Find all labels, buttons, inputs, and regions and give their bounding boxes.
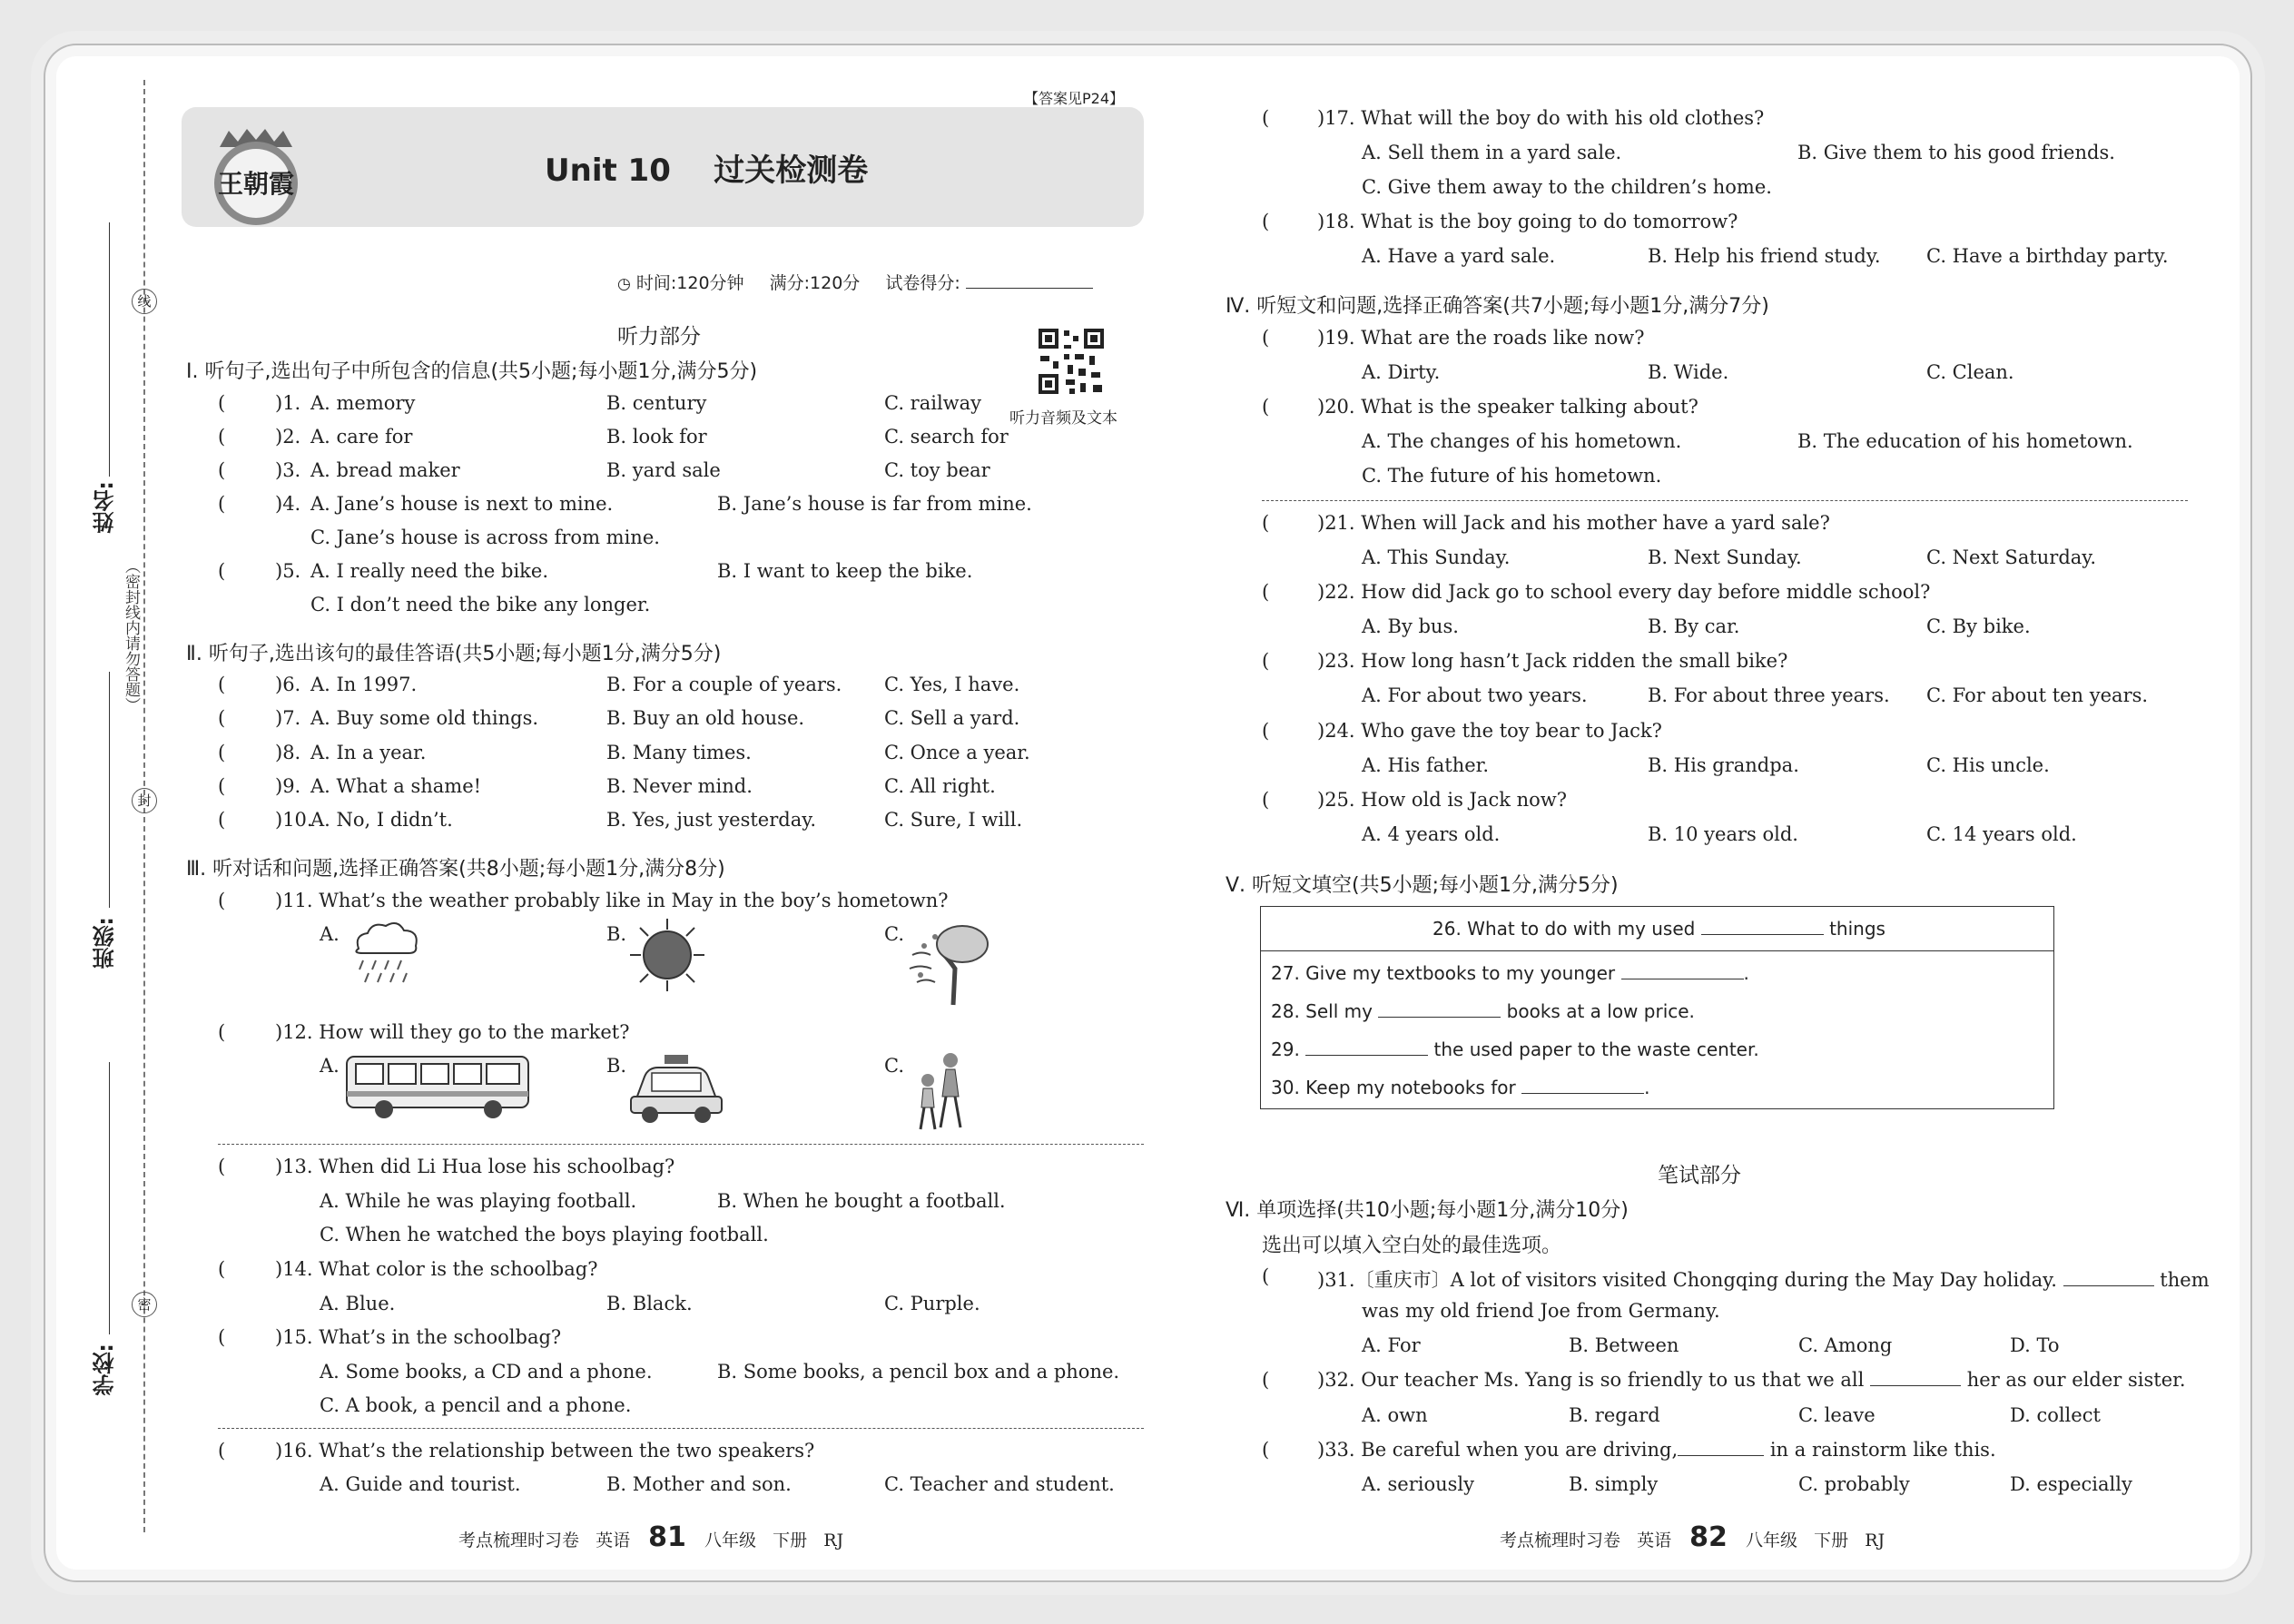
written-header: 笔试部分 — [1658, 1164, 1741, 1187]
answer-bracket[interactable]: ( — [1262, 327, 1270, 349]
question-text — [1317, 1439, 1996, 1461]
answer-bracket[interactable]: ( — [1262, 396, 1270, 418]
fill-row-29 — [1271, 1038, 1759, 1060]
option-c: C. Purple. — [884, 1293, 980, 1314]
page-number: 82 — [1689, 1521, 1728, 1553]
option-a: A. No, I didn’t. — [310, 809, 453, 831]
answer-bracket[interactable]: ( — [218, 1156, 226, 1177]
sun-icon — [626, 917, 708, 994]
option-c: C. A book, a pencil and a phone. — [320, 1394, 632, 1416]
option-b: B. Help his friend study. — [1648, 245, 1881, 267]
option-c: C. Give them away to the children’s home. — [1362, 176, 1772, 198]
name-field[interactable] — [109, 222, 110, 477]
option-c: C. For about ten years. — [1926, 684, 2149, 706]
page-title: Unit 10 过关检测卷 — [545, 153, 869, 189]
question-text: )15. What’s in the schoolbag? — [275, 1326, 562, 1348]
option-b: B. regard — [1569, 1404, 1660, 1426]
listening-header: 听力部分 — [617, 325, 701, 349]
option-c: C. Have a birthday party. — [1926, 245, 2169, 267]
time-limit: 时间:120分钟 — [635, 273, 744, 293]
option-c: C. All right. — [884, 775, 996, 797]
question-number: )7. — [275, 707, 301, 729]
answer-bracket[interactable]: ( — [218, 392, 226, 414]
fill-row-27 — [1271, 962, 1749, 984]
option-a: A. While he was playing football. — [320, 1190, 637, 1212]
fill-row-26 — [1433, 918, 1885, 940]
option-a: A. Have a yard sale. — [1362, 245, 1556, 267]
option-a: A. own — [1362, 1404, 1428, 1426]
option-c: C. Jane’s house is across from mine. — [310, 527, 660, 548]
answer-bracket[interactable]: ( — [218, 890, 226, 911]
option-a: A. — [320, 923, 340, 945]
section-2-heading: Ⅱ. 听句子,选出该句的最佳答语(共5小题;每小题1分,满分5分) — [186, 643, 722, 665]
question-text: )24. Who gave the toy bear to Jack? — [1317, 720, 1662, 742]
option-a: A. Some books, a CD and a phone. — [320, 1361, 653, 1383]
fill-row-28 — [1271, 1000, 1695, 1022]
answer-bracket[interactable]: ( — [218, 1021, 226, 1043]
answer-bracket[interactable]: ( — [1262, 211, 1270, 232]
section-1-heading: Ⅰ. 听句子,选出句子中所包含的信息(共5小题;每小题1分,满分5分) — [186, 360, 758, 383]
option-a: A. Guide and tourist. — [320, 1473, 521, 1495]
option-b: B. Jane’s house is far from mine. — [717, 493, 1032, 515]
option-a: A. Buy some old things. — [310, 707, 539, 729]
answer-reference: 【答案见P24】 — [1024, 90, 1125, 107]
footer-right — [1500, 1521, 1885, 1553]
option-c: C. leave — [1798, 1404, 1876, 1426]
option-b: B. Yes, just yesterday. — [606, 809, 816, 831]
question-text: )23. How long hasn’t Jack ridden the small bike? — [1317, 650, 1788, 672]
blank-28[interactable] — [1378, 1017, 1501, 1018]
question-text — [1317, 1265, 2210, 1293]
question-stem-end: them — [2160, 1269, 2210, 1291]
fill-text: 28. Sell my — [1271, 1000, 1373, 1022]
option-b: B. I want to keep the bike. — [717, 560, 973, 582]
option-b: B. Next Sunday. — [1648, 546, 1802, 568]
seal-mark-line: 线 — [132, 289, 157, 314]
clock-icon: ◷ — [617, 275, 631, 293]
option-b: B. — [606, 1055, 627, 1077]
blank-26[interactable] — [1701, 934, 1824, 935]
option-c: C. When he watched the boys playing football. — [320, 1224, 769, 1245]
blank-30[interactable] — [1521, 1093, 1644, 1094]
option-d: D. especially — [2010, 1473, 2132, 1495]
qr-caption: 听力音频及文本 — [1009, 409, 1117, 428]
option-b: B. Black. — [606, 1293, 693, 1314]
question-text: )14. What color is the schoolbag? — [275, 1258, 598, 1280]
answer-bracket[interactable]: ( — [1262, 789, 1270, 811]
answer-bracket[interactable]: ( — [1262, 1369, 1270, 1391]
answer-bracket[interactable]: ( — [1262, 1265, 1270, 1287]
table-header-divider — [1260, 950, 2054, 951]
question-number: )8. — [275, 742, 301, 763]
option-c: C. — [884, 923, 904, 945]
question-stem-end: her as our elder sister. — [1966, 1369, 2186, 1391]
blank-33[interactable] — [1678, 1455, 1764, 1456]
option-b: B. yard sale — [606, 459, 721, 481]
option-b: B. Some books, a pencil box and a phone. — [717, 1361, 1120, 1383]
answer-bracket[interactable]: ( — [1262, 107, 1270, 129]
option-a: A. memory — [310, 392, 416, 414]
option-a: A. I really need the bike. — [310, 560, 548, 582]
footer-book: 考点梳理时习卷 英语 — [1500, 1530, 1672, 1550]
windy-tree-icon — [908, 919, 999, 1009]
fill-text: 26. What to do with my used — [1433, 918, 1696, 940]
class-label: 班级: — [93, 917, 118, 969]
option-a: A. 4 years old. — [1362, 823, 1501, 845]
option-b: B. Give them to his good friends. — [1797, 142, 2115, 163]
question-text-continued: was my old friend Joe from Germany. — [1362, 1300, 1720, 1322]
blank-32[interactable] — [1870, 1385, 1961, 1386]
option-a: A. For — [1362, 1334, 1421, 1356]
option-c: C. search for — [884, 426, 1009, 448]
blank-31[interactable] — [2063, 1285, 2154, 1286]
question-stem-end: in a rainstorm like this. — [1769, 1439, 1996, 1461]
option-a: A. In a year. — [310, 742, 427, 763]
fill-text: 30. Keep my notebooks for — [1271, 1077, 1516, 1098]
question-number: )10. — [275, 809, 313, 831]
publisher-logo — [202, 127, 310, 227]
seal-notice: （密封线内请勿答题） — [122, 558, 140, 713]
answer-bracket[interactable]: ( — [218, 674, 226, 695]
option-c: C. probably — [1798, 1473, 1910, 1495]
question-text: )25. How old is Jack now? — [1317, 789, 1568, 811]
question-text: )21. When will Jack and his mother have a yard sale? — [1317, 512, 1830, 534]
option-c: C. The future of his hometown. — [1362, 465, 1662, 487]
footer-left — [458, 1521, 843, 1553]
option-b: B. Wide. — [1648, 361, 1729, 383]
option-a: A. Jane’s house is next to mine. — [310, 493, 614, 515]
option-c: C. toy bear — [884, 459, 990, 481]
question-text: )16. What’s the relationship between the two speakers? — [275, 1440, 815, 1462]
school-label: 学校: — [93, 1343, 118, 1396]
fill-text: 27. Give my textbooks to my younger — [1271, 962, 1616, 984]
answer-bracket[interactable]: ( — [218, 707, 226, 729]
option-c: C. — [884, 1055, 904, 1077]
question-number: )3. — [275, 459, 301, 481]
question-number: )5. — [275, 560, 301, 582]
answer-bracket[interactable]: ( — [218, 459, 226, 481]
option-b: B. By car. — [1648, 615, 1740, 637]
option-b: B. For a couple of years. — [606, 674, 842, 695]
option-a: A. Sell them in a yard sale. — [1362, 142, 1622, 163]
answer-bracket[interactable]: ( — [1262, 650, 1270, 672]
question-text: )17. What will the boy do with his old clothes? — [1317, 107, 1765, 129]
answer-bracket[interactable]: ( — [218, 493, 226, 515]
name-label: 姓名: — [93, 481, 118, 534]
fill-row-30 — [1271, 1077, 1649, 1098]
answer-bracket[interactable]: ( — [1262, 720, 1270, 742]
question-number: )9. — [275, 775, 301, 797]
class-field[interactable] — [109, 672, 110, 908]
walking-people-icon — [910, 1051, 973, 1133]
full-score: 满分:120分 — [769, 273, 861, 293]
section-6-heading: Ⅵ. 单项选择(共10小题;每小题1分,满分10分) — [1226, 1199, 1629, 1222]
question-number: )1. — [275, 392, 301, 414]
option-c: C. I don’t need the bike any longer. — [310, 594, 651, 615]
question-number: )6. — [275, 674, 301, 695]
question-stem: )33. Be careful when you are driving, — [1317, 1439, 1679, 1461]
option-a: A. Blue. — [320, 1293, 396, 1314]
rain-cloud-icon — [345, 917, 427, 989]
answer-bracket[interactable]: ( — [218, 560, 226, 582]
answer-bracket[interactable]: ( — [1262, 581, 1270, 603]
option-a: A. Dirty. — [1362, 361, 1441, 383]
divider — [1262, 500, 2188, 501]
option-c: C. railway — [884, 392, 982, 414]
answer-bracket[interactable]: ( — [218, 775, 226, 797]
fill-text: 29. — [1271, 1038, 1300, 1060]
seal-mark-secret: 密 — [132, 1292, 157, 1317]
bus-icon — [343, 1051, 534, 1124]
option-b: B. Never mind. — [606, 775, 753, 797]
option-c: C. Clean. — [1926, 361, 2014, 383]
answer-bracket[interactable]: ( — [218, 809, 226, 831]
option-c: C. By bike. — [1926, 615, 2031, 637]
option-c: C. Sure, I will. — [884, 809, 1023, 831]
option-b: B. — [606, 923, 627, 945]
option-a: A. For about two years. — [1362, 684, 1588, 706]
option-c: C. 14 years old. — [1926, 823, 2077, 845]
option-a: A. seriously — [1362, 1473, 1475, 1495]
score-label: 试卷得分: — [885, 273, 960, 293]
option-b: B. For about three years. — [1648, 684, 1890, 706]
blank-29[interactable] — [1305, 1055, 1428, 1056]
time-info — [617, 270, 1093, 294]
question-text: )13. When did Li Hua lose his schoolbag? — [275, 1156, 675, 1177]
option-b: B. Mother and son. — [606, 1473, 792, 1495]
taxi-icon — [626, 1051, 726, 1128]
answer-bracket[interactable]: ( — [218, 1326, 226, 1348]
divider — [218, 1144, 1144, 1145]
option-b: B. When he bought a football. — [717, 1190, 1006, 1212]
option-c: C. Teacher and student. — [884, 1473, 1115, 1495]
option-b: B. His grandpa. — [1648, 754, 1799, 776]
fill-text: . — [1644, 1077, 1650, 1098]
question-text: )19. What are the roads like now? — [1317, 327, 1645, 349]
option-a: A. The changes of his hometown. — [1362, 430, 1682, 452]
option-a: A. This Sunday. — [1362, 546, 1511, 568]
answer-bracket[interactable]: ( — [1262, 1439, 1270, 1461]
option-c: C. His uncle. — [1926, 754, 2050, 776]
question-text: )20. What is the speaker talking about? — [1317, 396, 1698, 418]
question-text — [1317, 1369, 2186, 1391]
footer-grade: 八年级 下册 RJ — [1745, 1530, 1885, 1550]
answer-bracket[interactable]: ( — [218, 426, 226, 448]
section-5-heading: Ⅴ. 听短文填空(共5小题;每小题1分,满分5分) — [1226, 874, 1619, 897]
option-c: C. Among — [1798, 1334, 1893, 1356]
question-number: )2. — [275, 426, 301, 448]
option-a: A. What a shame! — [310, 775, 482, 797]
fill-text: . — [1743, 962, 1749, 984]
answer-bracket[interactable]: ( — [1262, 512, 1270, 534]
option-b: B. Between — [1569, 1334, 1679, 1356]
question-text: )18. What is the boy going to do tomorrow? — [1317, 211, 1738, 232]
question-stem: )31.〔重庆市〕A lot of visitors visited Chongqing during the May Day holiday. — [1317, 1269, 2057, 1291]
question-text: )12. How will they go to the market? — [275, 1021, 630, 1043]
option-b: B. simply — [1569, 1473, 1659, 1495]
option-a: A. bread maker — [310, 459, 460, 481]
option-c: C. Sell a yard. — [884, 707, 1020, 729]
question-number: )4. — [275, 493, 301, 515]
option-a: A. By bus. — [1362, 615, 1459, 637]
score-field[interactable] — [966, 288, 1093, 289]
option-c: C. Once a year. — [884, 742, 1030, 763]
school-field[interactable] — [109, 1062, 110, 1334]
option-c: C. Next Saturday. — [1926, 546, 2097, 568]
answer-bracket[interactable]: ( — [218, 742, 226, 763]
question-text: )22. How did Jack go to school every day before middle school? — [1317, 581, 1931, 603]
option-d: D. collect — [2010, 1404, 2101, 1426]
question-text: )11. What’s the weather probably like in May in the boy’s hometown? — [275, 890, 949, 911]
option-a: A. care for — [310, 426, 413, 448]
option-a: A. — [320, 1055, 340, 1077]
option-a: A. In 1997. — [310, 674, 418, 695]
fill-text: the used paper to the waste center. — [1433, 1038, 1759, 1060]
divider — [218, 1428, 1144, 1429]
svg-text:王朝霞: 王朝霞 — [217, 169, 295, 199]
option-c: C. Yes, I have. — [884, 674, 1020, 695]
answer-bracket[interactable]: ( — [218, 1258, 226, 1280]
footer-grade: 八年级 下册 RJ — [704, 1530, 844, 1550]
page-number: 81 — [648, 1521, 686, 1553]
option-b: B. Many times. — [606, 742, 752, 763]
option-a: A. His father. — [1362, 754, 1490, 776]
question-stem: )32. Our teacher Ms. Yang is so friendly to us that we all — [1317, 1369, 1865, 1391]
option-d: D. To — [2010, 1334, 2060, 1356]
option-b: B. look for — [606, 426, 707, 448]
option-b: B. century — [606, 392, 707, 414]
qr-code-icon[interactable] — [1037, 327, 1106, 396]
footer-book: 考点梳理时习卷 英语 — [458, 1530, 631, 1550]
option-b: B. Buy an old house. — [606, 707, 805, 729]
option-b: B. The education of his hometown. — [1797, 430, 2133, 452]
fill-text: books at a low price. — [1506, 1000, 1695, 1022]
section-4-heading: Ⅳ. 听短文和问题,选择正确答案(共7小题;每小题1分,满分7分) — [1226, 295, 1769, 318]
option-b: B. 10 years old. — [1648, 823, 1798, 845]
section-6-instruction: 选出可以填入空白处的最佳选项。 — [1262, 1235, 1562, 1257]
section-3-heading: Ⅲ. 听对话和问题,选择正确答案(共8小题;每小题1分,满分8分) — [186, 858, 725, 881]
seal-mark-seal: 封 — [132, 788, 157, 813]
answer-bracket[interactable]: ( — [218, 1440, 226, 1462]
fill-text: things — [1829, 918, 1885, 940]
